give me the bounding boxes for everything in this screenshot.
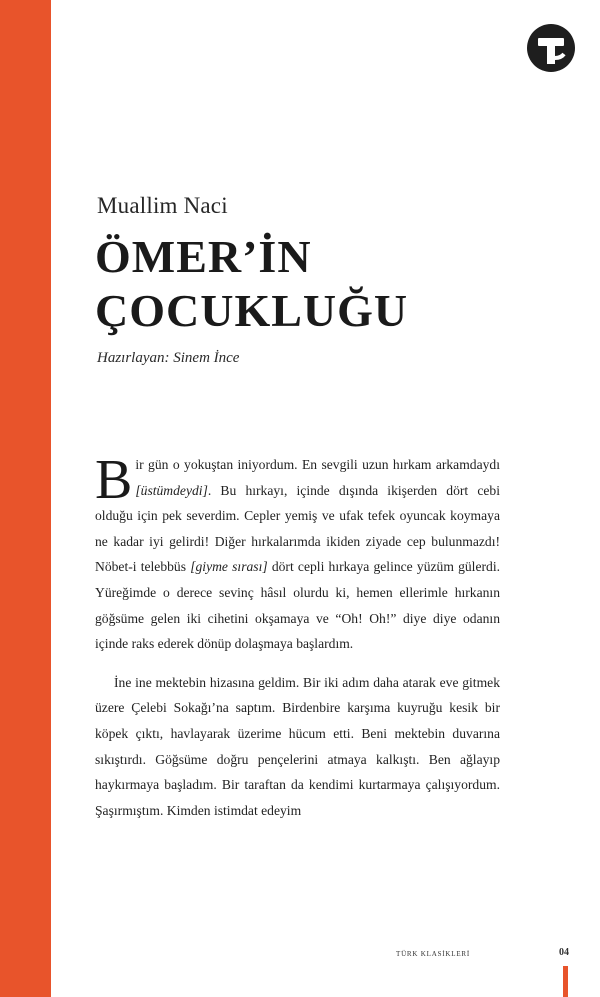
paragraph-2: İne ine mektebin hizasına geldim. Bir iki adım daha atarak eve gitmek üzere Çelebi Sokağı’na saptım. Birdenbire karşıma kuyruğu kesik bir köpek çıktı, havlayarak üzerime hücum etti. Beni mektebin duvarına sıkıştırdı. Göğsüme doğru pençelerini atmaya kalkıştı. Ben ağlayıp haykırmaya başladım. Bir taraftan da kendimi kurtarmaya çalışıyordum. Şaşırmıştım. Kimden istimdat edeyim — [95, 674, 500, 818]
title-line-1: ÖMER’İN — [95, 231, 312, 282]
author-name: Muallim Naci — [97, 193, 228, 218]
paragraph-1-part-c: dört cepli hırkaya gelince yüzüm gülerdi. Yüreğimde o derece sevinç hâsıl olurdu ki, hemen ellerimle hırkanın göğsüme gelen iki cihetini okşamaya ve “Oh! Oh!” diye diye odanın içinde raks ederek dönüp dolaşmaya başlardım. — [95, 559, 500, 652]
body-text — [95, 449, 500, 823]
paragraph-1 — [95, 449, 500, 657]
editor-credit: Hazırlayan: Sinem İnce — [97, 350, 240, 366]
orange-spine-band — [0, 0, 51, 997]
page-marker-bar — [563, 966, 568, 997]
paragraph-1-part-b: . Bu hırkayı, içinde dışında ikişerden dört cebi olduğu için pek severdim. Cepler yemiş ve ufak tefek oyuncak koymaya ne kadar iyi gelirdi! Diğer hırkalarımda ikiden ziyade cep bulunmazdı! Nöbet-i telebbüs — [95, 482, 500, 575]
page-number: 04 — [559, 947, 569, 958]
book-title — [95, 230, 408, 338]
title-line-2: ÇOCUKLUĞU — [95, 285, 409, 336]
paragraph-1-part-a: ir gün o yokuştan iniyordum. En sevgili uzun hırkam arkamdaydı — [135, 457, 500, 472]
editor-note: [giyme sırası] — [190, 559, 268, 575]
t-circle-logo-icon — [527, 24, 575, 72]
series-label: TÜRK KLASİKLERİ — [396, 950, 471, 958]
drop-cap: B — [95, 449, 133, 511]
editor-note: [üstümdeydi] — [135, 482, 208, 498]
